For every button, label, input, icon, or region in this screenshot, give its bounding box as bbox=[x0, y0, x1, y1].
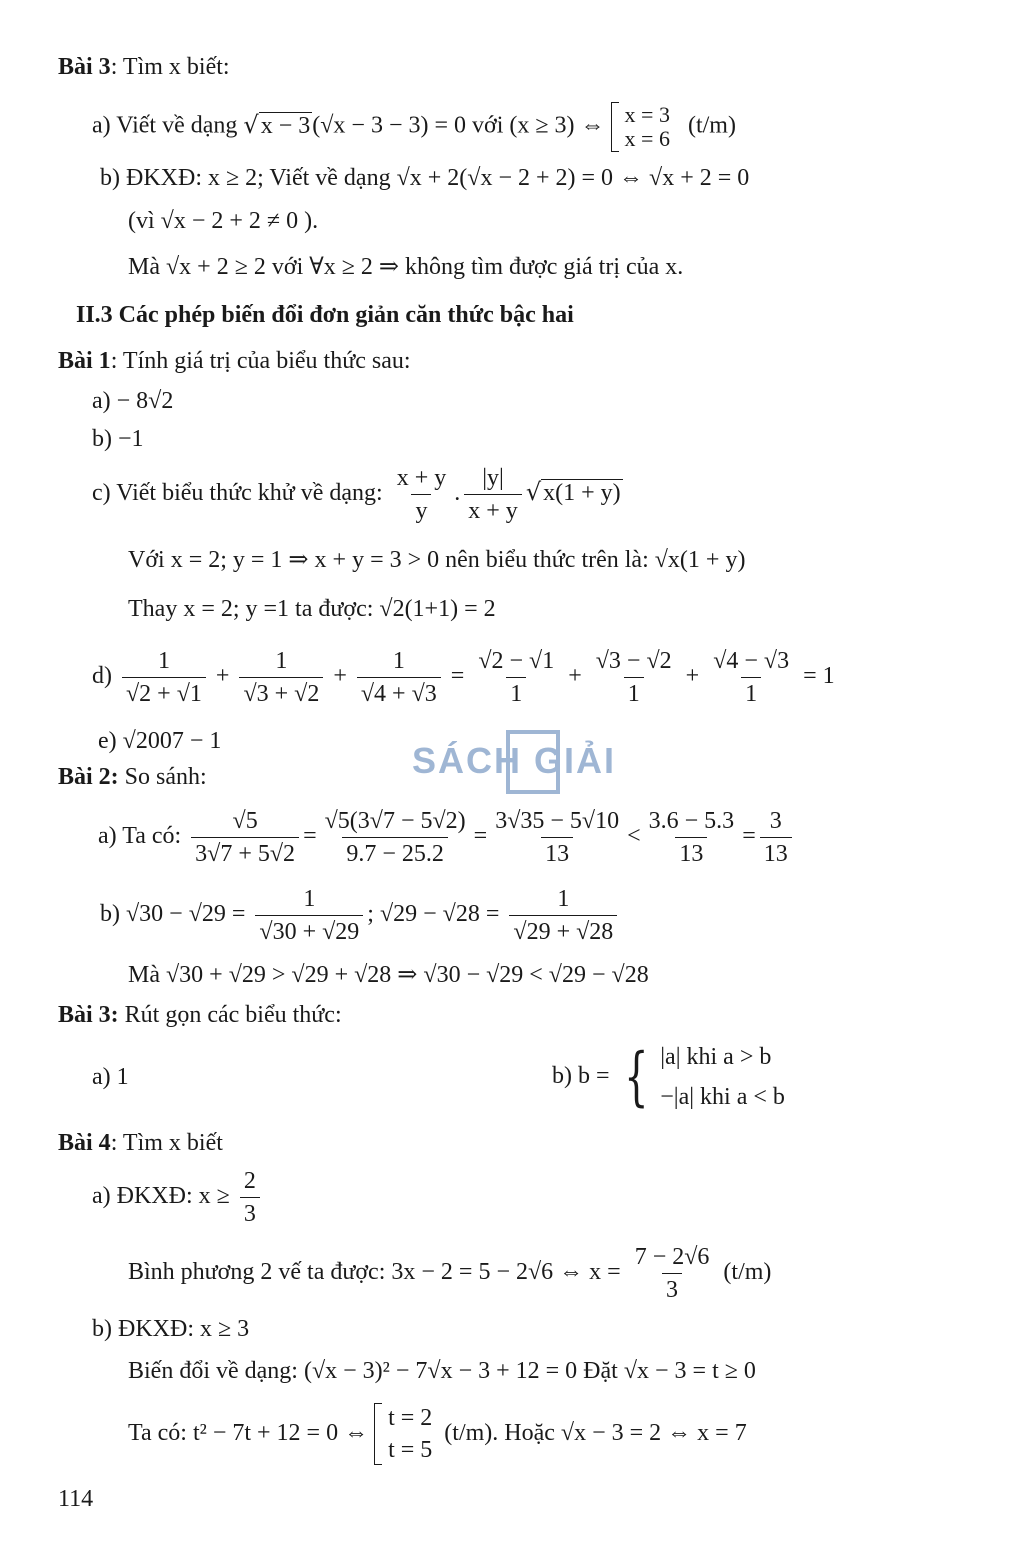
exercise-4-title bbox=[58, 1128, 223, 1158]
fraction bbox=[191, 805, 299, 870]
exercise-3-simplify-title bbox=[58, 1000, 342, 1030]
denominator: √2 + √1 bbox=[122, 677, 206, 710]
title-text: Rút gọn các biểu thức: bbox=[118, 1002, 342, 1028]
line-text: a) Ta có: bbox=[98, 823, 182, 849]
fraction bbox=[509, 883, 617, 948]
sqrt-expr: √x(1 + y) bbox=[525, 478, 621, 507]
numerator: 7 − 2√6 bbox=[634, 1243, 710, 1270]
line-text: (t/m) bbox=[687, 112, 736, 139]
watermark-logo bbox=[408, 726, 618, 796]
exercise-3-simplify-a: a) 1 bbox=[92, 1064, 129, 1090]
line-text: (t/m). Hoặc √x − 3 = 2 ⇔ x = 7 bbox=[444, 1420, 747, 1446]
fraction bbox=[255, 883, 363, 948]
denominator: √4 + √3 bbox=[357, 677, 441, 710]
item-label: d) bbox=[92, 663, 112, 689]
title-text: : Tính giá trị của biểu thức sau: bbox=[110, 348, 411, 374]
numerator: 3.6 − 5.3 bbox=[648, 807, 735, 834]
case-2: t = 5 bbox=[388, 1437, 433, 1464]
numerator: 3√35 − 5√10 bbox=[495, 807, 620, 834]
exercise-4a-line2 bbox=[128, 1240, 771, 1306]
denominator: 3 bbox=[240, 1197, 260, 1230]
fraction bbox=[709, 645, 793, 710]
line-text: a) Viết về dạng bbox=[92, 112, 244, 139]
exercise-1e: e) √2007 − 1 bbox=[98, 728, 222, 754]
exercise-2b-line2: Mà √30 + √29 > √29 + √28 ⇒ √30 − √29 < √29 − √28 bbox=[128, 962, 649, 988]
fraction bbox=[592, 645, 676, 710]
exercise-3b-line2: (vì √x − 2 + 2 ≠ 0 ). bbox=[128, 208, 319, 234]
page-number: 114 bbox=[58, 1486, 94, 1512]
denominator: √30 + √29 bbox=[255, 915, 363, 948]
fraction bbox=[321, 805, 470, 870]
exercise-4b-line3 bbox=[128, 1398, 747, 1468]
result: = 1 bbox=[803, 663, 835, 689]
case-2: x = 6 bbox=[624, 126, 670, 151]
numerator: 1 bbox=[275, 647, 288, 674]
denominator: 3 bbox=[662, 1273, 682, 1306]
numerator: √2 − √1 bbox=[478, 647, 555, 674]
line-text: b) b = bbox=[552, 1063, 610, 1089]
exercise-3b-line1: b) ĐKXĐ: x ≥ 2; Viết về dạng √x + 2(√x − 2 + 2) = 0 ⇔ √x + 2 = 0 bbox=[100, 165, 750, 191]
case-1: |a| khi a > b bbox=[660, 1044, 772, 1071]
title-text: : Tìm x biết bbox=[110, 1130, 223, 1156]
exercise-2b bbox=[100, 876, 621, 952]
numerator: 1 bbox=[303, 885, 316, 912]
line-text: c) Viết biểu thức khử về dạng: bbox=[92, 480, 383, 507]
denominator: 13 bbox=[675, 837, 707, 870]
denominator: 1 bbox=[624, 677, 644, 710]
denominator: x + y bbox=[464, 494, 522, 527]
numerator: 1 bbox=[392, 647, 405, 674]
denominator: √29 + √28 bbox=[509, 915, 617, 948]
solution-set bbox=[611, 102, 670, 152]
piecewise: { |a| khi a > b −|a| khi a < b bbox=[616, 1037, 785, 1117]
title-label: Bài 2: bbox=[58, 764, 119, 790]
line-text: ; √29 − √28 = bbox=[367, 901, 500, 927]
numerator: √4 − √3 bbox=[713, 647, 790, 674]
line-text: Bình phương 2 vế ta được: 3x − 2 = 5 − 2√6 ⇔ x = bbox=[128, 1259, 621, 1285]
exercise-1c-line3: Thay x = 2; y =1 ta được: √2(1+1) = 2 bbox=[128, 596, 496, 622]
numerator: 3 bbox=[769, 807, 782, 834]
line-text: (√x − 3 − 3) = 0 với (x ≥ 3) ⇔ bbox=[312, 112, 605, 139]
numerator: 1 bbox=[557, 885, 570, 912]
fraction bbox=[631, 1241, 714, 1306]
sqrt-expr: √x − 3 bbox=[243, 110, 311, 139]
exercise-2a: a) Ta có: $\frac{√5}{3√7 + 5√2}$ = $\frac{√5(3√7 - 5√2)}{9.7 - 25.2}$ = $\frac{3√35 - 5√10}{13}$ < $\frac{3.6 - 5.3}{13}$ = $\frac{3}{13}$ bbox=[98, 798, 796, 874]
fraction bbox=[491, 805, 623, 870]
line-text: b) √30 − √29 = bbox=[100, 901, 246, 927]
denominator: 9.7 − 25.2 bbox=[342, 837, 448, 870]
exercise-4b-line2: Biến đổi về dạng: (√x − 3)² − 7√x − 3 + 12 = 0 Đặt √x − 3 = t ≥ 0 bbox=[128, 1358, 756, 1384]
denominator: 13 bbox=[541, 837, 573, 870]
exercise-1b: b) −1 bbox=[92, 426, 144, 452]
line-text: (t/m) bbox=[723, 1259, 772, 1285]
fraction bbox=[464, 462, 522, 527]
exercise-1d: d) $\frac{1}{√2 + √1}$ + $\frac{1}{√3 + √2}$ + $\frac{1}{√4 + √3}$ = $\frac{√2 - √1}{1}$ + $\frac{√3 - √2}{1}$ + $\frac{√4 - √3}{1}$ = 1 bbox=[92, 638, 835, 714]
numerator: |y| bbox=[482, 465, 504, 491]
denominator: 1 bbox=[506, 677, 526, 710]
line-text: a) ĐKXĐ: x ≥ bbox=[92, 1183, 230, 1209]
title-label: Bài 4 bbox=[58, 1130, 111, 1156]
fraction bbox=[122, 645, 206, 710]
exercise-1-title bbox=[58, 346, 411, 376]
denominator: y bbox=[411, 494, 431, 527]
line-text: Ta có: t² − 7t + 12 = 0 ⇔ bbox=[128, 1420, 369, 1446]
title-text: So sánh: bbox=[118, 764, 207, 790]
numerator: √3 − √2 bbox=[595, 647, 672, 674]
numerator: √5(3√7 − 5√2) bbox=[324, 807, 466, 834]
exercise-3a bbox=[92, 102, 736, 152]
fraction bbox=[474, 645, 558, 710]
numerator: √5 bbox=[232, 807, 258, 834]
title-label: Bài 1 bbox=[58, 348, 111, 374]
denominator: 1 bbox=[741, 677, 761, 710]
denominator: 3√7 + 5√2 bbox=[191, 837, 299, 870]
fraction bbox=[239, 645, 323, 710]
exercise-1c: c) Viết biểu thức khử về dạng: $\frac{x + y}{y}$ . $\frac{|y|}{x + y}$ √x(1 + y) bbox=[92, 462, 623, 527]
title-label: Bài 3: bbox=[58, 1002, 119, 1028]
case-2: −|a| khi a < b bbox=[660, 1084, 785, 1111]
numerator: 2 bbox=[243, 1167, 256, 1194]
exercise-4b: b) ĐKXĐ: x ≥ 3 bbox=[92, 1316, 250, 1342]
solution-set bbox=[374, 1402, 432, 1466]
exercise-1a: a) − 8√2 bbox=[92, 388, 174, 414]
section-title: II.3 Các phép biến đổi đơn giản căn thức bậc hai bbox=[76, 302, 574, 328]
denominator: 13 bbox=[760, 837, 792, 870]
fraction bbox=[240, 1165, 260, 1230]
fraction bbox=[393, 462, 451, 527]
exercise-1c-line2: Với x = 2; y = 1 ⇒ x + y = 3 > 0 nên biểu thức trên là: √x(1 + y) bbox=[128, 547, 746, 573]
case-1: x = 3 bbox=[624, 102, 670, 127]
case-1: t = 2 bbox=[388, 1405, 433, 1432]
exercise-3-title bbox=[58, 52, 230, 82]
exercise-2-title bbox=[58, 762, 207, 792]
title-text: : Tìm x biết: bbox=[110, 54, 230, 80]
fraction bbox=[645, 805, 739, 870]
exercise-3-simplify-b bbox=[552, 1036, 785, 1117]
numerator: x + y bbox=[396, 465, 447, 491]
exercise-4a bbox=[92, 1164, 264, 1230]
exercise-3b-line3: Mà √x + 2 ≥ 2 với ∀x ≥ 2 ⇒ không tìm được giá trị của x. bbox=[128, 254, 684, 280]
watermark-brand: SÁCH GIẢI bbox=[412, 740, 617, 781]
radicand: x(1 + y) bbox=[543, 480, 621, 507]
fraction bbox=[760, 805, 792, 870]
fraction bbox=[357, 645, 441, 710]
title-label: Bài 3 bbox=[58, 54, 111, 80]
numerator: 1 bbox=[157, 647, 170, 674]
denominator: √3 + √2 bbox=[239, 677, 323, 710]
